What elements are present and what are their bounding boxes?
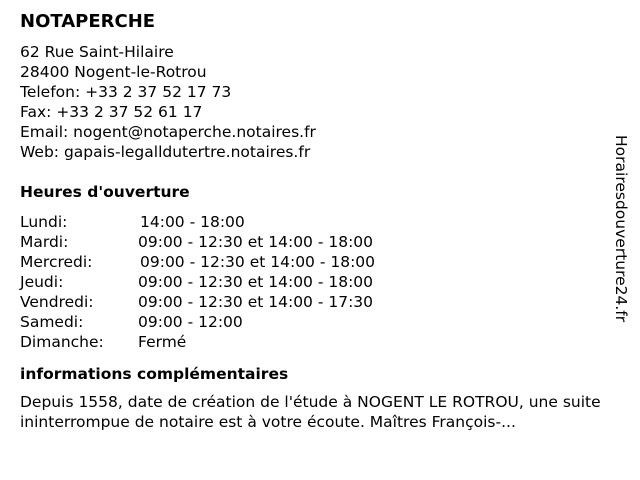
phone-number: Telefon: +33 2 37 52 17 73 <box>20 83 232 101</box>
hours-row-thursday <box>20 272 620 292</box>
time-value: 09:00 - 12:00 <box>138 313 243 331</box>
time-value: 14:00 - 18:00 <box>140 213 245 231</box>
time-value: Fermé <box>138 333 187 351</box>
street-address: 62 Rue Saint-Hilaire <box>20 43 174 61</box>
hours-row-saturday <box>20 312 620 332</box>
additional-info-heading: informations complémentaires <box>20 365 289 383</box>
additional-info-text: Depuis 1558, date de création de l'étude à NOGENT LE ROTROU, une suite ininterrompue de notaire est à votre écoute. Maîtres François-... <box>20 393 601 431</box>
hours-row-monday <box>20 212 620 232</box>
day-label: Lundi: <box>20 213 68 231</box>
opening-hours-heading: Heures d'ouverture <box>20 183 190 201</box>
fax-number: Fax: +33 2 37 52 61 17 <box>20 103 203 121</box>
hours-row-friday <box>20 292 620 312</box>
business-name: NOTAPERCHE <box>20 11 156 32</box>
day-label: Vendredi: <box>20 293 94 311</box>
hours-row-wednesday <box>20 252 620 272</box>
opening-hours-table <box>20 212 620 352</box>
day-label: Mardi: <box>20 233 69 251</box>
website: Web: gapais-legalldutertre.notaires.fr <box>20 143 311 161</box>
email-address: Email: nogent@notaperche.notaires.fr <box>20 123 316 141</box>
time-value: 09:00 - 12:30 et 14:00 - 18:00 <box>138 273 374 291</box>
hours-row-tuesday <box>20 232 620 252</box>
city-address: 28400 Nogent-le-Rotrou <box>20 63 207 81</box>
time-value: 09:00 - 12:30 et 14:00 - 17:30 <box>138 293 374 311</box>
contact-block <box>20 42 620 162</box>
day-label: Mercredi: <box>20 253 93 271</box>
site-watermark: Horairesdouverture24.fr <box>612 135 630 323</box>
day-label: Samedi: <box>20 313 84 331</box>
day-label: Jeudi: <box>20 273 64 291</box>
day-label: Dimanche: <box>20 333 104 351</box>
time-value: 09:00 - 12:30 et 14:00 - 18:00 <box>138 233 374 251</box>
hours-row-sunday <box>20 332 620 352</box>
business-card <box>20 9 620 432</box>
time-value: 09:00 - 12:30 et 14:00 - 18:00 <box>140 253 376 271</box>
